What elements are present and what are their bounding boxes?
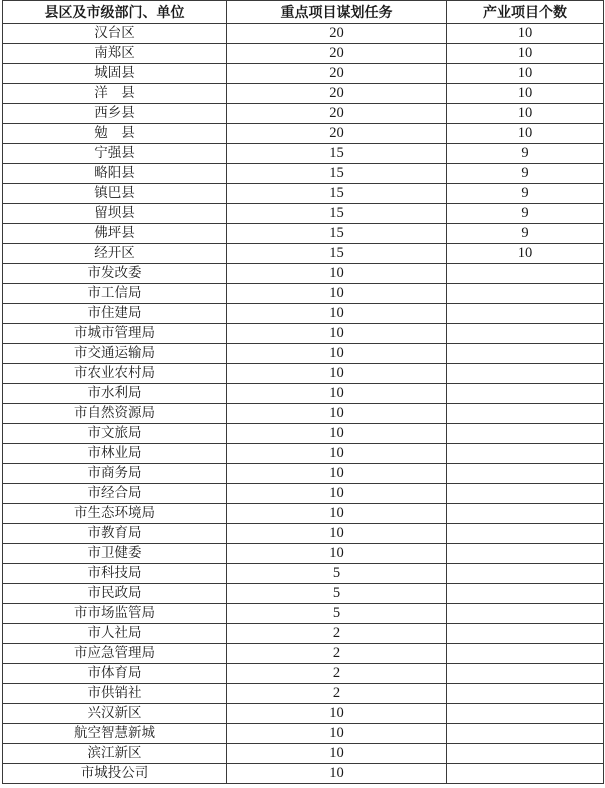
table-row [3,604,604,624]
cell-key-project-tasks: 10 [227,504,447,524]
table-body [3,24,604,784]
cell-industry-project-count: 10 [447,64,604,84]
table-row [3,724,604,744]
table-row [3,124,604,144]
cell-key-project-tasks: 20 [227,24,447,44]
table-row [3,44,604,64]
cell-unit: 经开区 [3,244,227,264]
cell-unit: 市水利局 [3,384,227,404]
cell-key-project-tasks: 2 [227,684,447,704]
cell-key-project-tasks: 5 [227,604,447,624]
table-row [3,64,604,84]
cell-unit: 市民政局 [3,584,227,604]
cell-key-project-tasks: 10 [227,704,447,724]
cell-unit: 佛坪县 [3,224,227,244]
table-row [3,364,604,384]
table-row [3,404,604,424]
cell-industry-project-count [447,584,604,604]
cell-unit: 镇巴县 [3,184,227,204]
table-row [3,244,604,264]
table-row [3,744,604,764]
cell-industry-project-count [447,304,604,324]
table-row [3,324,604,344]
cell-industry-project-count [447,744,604,764]
cell-key-project-tasks: 10 [227,344,447,364]
cell-unit: 勉 县 [3,124,227,144]
cell-unit: 市经合局 [3,484,227,504]
cell-key-project-tasks: 10 [227,444,447,464]
cell-key-project-tasks: 10 [227,484,447,504]
table-row [3,184,604,204]
cell-key-project-tasks: 10 [227,384,447,404]
table-row [3,164,604,184]
cell-industry-project-count [447,604,604,624]
cell-industry-project-count: 10 [447,244,604,264]
cell-industry-project-count: 9 [447,144,604,164]
table-row [3,284,604,304]
cell-unit: 市自然资源局 [3,404,227,424]
cell-unit: 市科技局 [3,564,227,584]
cell-industry-project-count: 9 [447,184,604,204]
cell-key-project-tasks: 2 [227,644,447,664]
cell-industry-project-count [447,524,604,544]
table-row [3,384,604,404]
cell-industry-project-count [447,424,604,444]
cell-unit: 略阳县 [3,164,227,184]
table-row [3,304,604,324]
cell-industry-project-count [447,464,604,484]
table-row [3,644,604,664]
cell-industry-project-count [447,684,604,704]
cell-unit: 宁强县 [3,144,227,164]
cell-key-project-tasks: 20 [227,84,447,104]
cell-key-project-tasks: 10 [227,724,447,744]
cell-industry-project-count [447,344,604,364]
cell-unit: 市交通运输局 [3,344,227,364]
table-row [3,224,604,244]
cell-key-project-tasks: 15 [227,224,447,244]
cell-key-project-tasks: 20 [227,64,447,84]
cell-industry-project-count: 10 [447,44,604,64]
cell-unit: 市工信局 [3,284,227,304]
cell-unit: 市城投公司 [3,764,227,784]
cell-industry-project-count: 10 [447,84,604,104]
cell-key-project-tasks: 10 [227,324,447,344]
cell-unit: 市教育局 [3,524,227,544]
cell-key-project-tasks: 10 [227,764,447,784]
cell-key-project-tasks: 5 [227,564,447,584]
cell-industry-project-count [447,704,604,724]
cell-unit: 市城市管理局 [3,324,227,344]
cell-key-project-tasks: 15 [227,164,447,184]
cell-unit: 市人社局 [3,624,227,644]
cell-unit: 市文旅局 [3,424,227,444]
cell-unit: 滨江新区 [3,744,227,764]
table-row [3,584,604,604]
cell-unit: 市生态环境局 [3,504,227,524]
table-row [3,704,604,724]
cell-industry-project-count [447,364,604,384]
cell-key-project-tasks: 2 [227,664,447,684]
cell-key-project-tasks: 10 [227,524,447,544]
table-row [3,204,604,224]
table-row [3,484,604,504]
cell-unit: 市商务局 [3,464,227,484]
cell-industry-project-count: 9 [447,224,604,244]
cell-industry-project-count [447,484,604,504]
table-row [3,524,604,544]
cell-unit: 留坝县 [3,204,227,224]
table-row [3,664,604,684]
cell-unit: 市卫健委 [3,544,227,564]
cell-industry-project-count [447,264,604,284]
cell-key-project-tasks: 2 [227,624,447,644]
cell-key-project-tasks: 15 [227,184,447,204]
cell-key-project-tasks: 15 [227,204,447,224]
table-row [3,684,604,704]
cell-unit: 市供销社 [3,684,227,704]
cell-unit: 洋 县 [3,84,227,104]
table-row [3,84,604,104]
cell-industry-project-count: 10 [447,104,604,124]
cell-industry-project-count [447,504,604,524]
cell-key-project-tasks: 15 [227,244,447,264]
cell-key-project-tasks: 10 [227,544,447,564]
cell-unit: 市农业农村局 [3,364,227,384]
cell-unit: 市住建局 [3,304,227,324]
table-row [3,624,604,644]
table-row [3,344,604,364]
cell-key-project-tasks: 10 [227,304,447,324]
cell-industry-project-count [447,544,604,564]
cell-unit: 市发改委 [3,264,227,284]
cell-key-project-tasks: 15 [227,144,447,164]
project-task-table [2,0,604,784]
table-row [3,544,604,564]
table-row [3,264,604,284]
cell-key-project-tasks: 10 [227,284,447,304]
cell-industry-project-count [447,624,604,644]
cell-unit: 南郑区 [3,44,227,64]
cell-key-project-tasks: 10 [227,744,447,764]
cell-key-project-tasks: 20 [227,104,447,124]
cell-industry-project-count [447,564,604,584]
table-row [3,764,604,784]
header-unit: 县区及市级部门、单位 [3,1,227,24]
table-row [3,444,604,464]
cell-industry-project-count [447,384,604,404]
cell-industry-project-count [447,664,604,684]
cell-industry-project-count [447,764,604,784]
cell-key-project-tasks: 10 [227,404,447,424]
cell-unit: 兴汉新区 [3,704,227,724]
cell-unit: 航空智慧新城 [3,724,227,744]
header-industry-project-count: 产业项目个数 [447,1,604,24]
cell-industry-project-count: 10 [447,124,604,144]
cell-key-project-tasks: 20 [227,124,447,144]
table-row [3,104,604,124]
table-header-row [3,1,604,24]
cell-unit: 市林业局 [3,444,227,464]
cell-key-project-tasks: 5 [227,584,447,604]
cell-unit: 市体育局 [3,664,227,684]
table-row [3,504,604,524]
cell-unit: 西乡县 [3,104,227,124]
cell-unit: 汉台区 [3,24,227,44]
table-row [3,24,604,44]
cell-industry-project-count [447,644,604,664]
cell-key-project-tasks: 10 [227,424,447,444]
table-row [3,144,604,164]
task-table-sheet [2,0,603,788]
cell-unit: 市应急管理局 [3,644,227,664]
cell-key-project-tasks: 10 [227,264,447,284]
cell-industry-project-count: 10 [447,24,604,44]
table-row [3,564,604,584]
cell-industry-project-count [447,284,604,304]
cell-key-project-tasks: 20 [227,44,447,64]
cell-industry-project-count [447,324,604,344]
cell-industry-project-count [447,404,604,424]
table-row [3,464,604,484]
cell-industry-project-count: 9 [447,204,604,224]
table-row [3,424,604,444]
cell-key-project-tasks: 10 [227,464,447,484]
cell-industry-project-count [447,444,604,464]
cell-unit: 城固县 [3,64,227,84]
cell-unit: 市市场监管局 [3,604,227,624]
cell-industry-project-count: 9 [447,164,604,184]
cell-key-project-tasks: 10 [227,364,447,384]
header-key-project-tasks: 重点项目谋划任务 [227,1,447,24]
cell-industry-project-count [447,724,604,744]
